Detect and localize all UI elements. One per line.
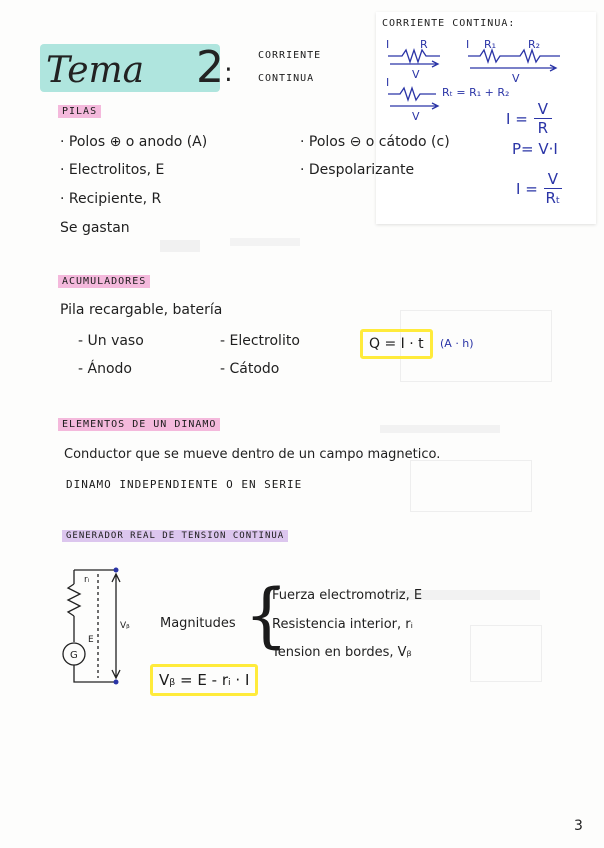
acumuladores-line: Pila recargable, batería	[60, 302, 223, 318]
label-i-2: I	[466, 38, 470, 51]
terminal-top	[114, 568, 119, 573]
power-formula: P= V·I	[512, 140, 558, 158]
dinamo-line-2: DINAMO INDEPENDIENTE O EN SERIE	[66, 478, 303, 491]
magnitude-2: Resistencia interior, rᵢ	[272, 617, 413, 632]
sticky-note	[376, 12, 596, 224]
pilas-left-item-2: · Electrolitos, E	[60, 162, 165, 178]
label-v-1: V	[412, 68, 420, 81]
label-r: R	[420, 38, 428, 51]
pilas-heading-text: PILAS	[58, 105, 101, 118]
vb-arrow	[112, 574, 120, 678]
pilas-left-item-1: · Polos ⊕ o anodo (A)	[60, 134, 208, 150]
ohm2-den: Rₜ	[545, 189, 561, 207]
resistor-rt	[388, 88, 436, 100]
ohm-lhs: I =	[506, 109, 528, 128]
vb-formula-box	[150, 664, 258, 696]
dinamo-heading	[58, 419, 220, 430]
wire-left-bottom	[74, 665, 116, 682]
dinamo-heading-text: ELEMENTOS DE UN DINAMO	[58, 418, 220, 431]
resistor-r1-r2	[468, 50, 560, 62]
voltage-arrow-2	[470, 65, 556, 71]
acumuladores-heading-text: ACUMULADORES	[58, 275, 150, 288]
vb-formula: Vᵦ = E - rᵢ · I	[159, 671, 250, 689]
ohm-num: V	[534, 100, 552, 119]
ohm-law-r	[506, 100, 552, 137]
acumuladores-right-2: - Cátodo	[220, 361, 280, 377]
resistor-r	[388, 50, 440, 62]
ohm2-num: V	[544, 170, 562, 189]
ohm2-lhs: I =	[516, 179, 538, 198]
charge-unit: (A · h)	[440, 337, 474, 350]
magnitude-3: Tension en bordes, Vᵦ	[272, 645, 412, 660]
acumuladores-right-1: - Electrolito	[220, 333, 300, 349]
magnitudes-brace: {	[244, 574, 289, 656]
ohm-den: R	[537, 119, 549, 137]
generador-heading-text: GENERADOR REAL DE TENSION CONTINUA	[62, 530, 288, 542]
subject-line-2: CONTINUA	[258, 73, 315, 84]
pilas-note: Se gastan	[60, 220, 130, 236]
acumuladores-left-2: - Ánodo	[78, 361, 132, 377]
tema-word: Tema	[46, 50, 145, 91]
label-v-2: V	[512, 72, 520, 85]
resistor-ri	[68, 584, 80, 616]
page-number: 3	[574, 818, 583, 834]
label-r1: R₁	[484, 38, 497, 51]
label-vb: Vᵦ	[120, 621, 130, 631]
sticky-title: CORRIENTE CONTINUA:	[382, 18, 516, 29]
generator-circuit-diagram	[54, 562, 134, 690]
label-ri: rᵢ	[84, 575, 90, 585]
voltage-arrow-3	[390, 103, 438, 109]
acumuladores-left-1: - Un vaso	[78, 333, 144, 349]
ohm-law-rt	[516, 170, 562, 207]
series-circuit-diagram	[380, 34, 590, 120]
equation-rt: Rₜ = R₁ + R₂	[442, 86, 510, 99]
charge-formula: Q = I · t	[369, 336, 424, 352]
subject-line-1: CORRIENTE	[258, 50, 322, 61]
label-i-3: I	[386, 76, 390, 89]
ohm2-fraction	[544, 170, 562, 207]
pilas-heading	[58, 106, 101, 117]
pilas-left-item-3: · Recipiente, R	[60, 191, 162, 207]
ohm-fraction	[534, 100, 552, 137]
dinamo-line-1: Conductor que se mueve dentro de un campo magnetico.	[64, 447, 441, 462]
generador-heading	[62, 531, 288, 541]
tema-number: 2	[196, 42, 224, 93]
label-g: G	[70, 650, 78, 661]
magnitudes-label: Magnitudes	[160, 616, 236, 631]
pilas-right-item-1: · Polos ⊖ o cátodo (c)	[300, 134, 450, 150]
pilas-right-item-2: · Despolarizante	[300, 162, 415, 178]
terminal-bottom	[114, 680, 119, 685]
acumuladores-heading	[58, 276, 150, 287]
label-v-3: V	[412, 110, 420, 120]
label-i-1: I	[386, 38, 390, 51]
charge-formula-box	[360, 329, 433, 359]
label-r2: R₂	[528, 38, 541, 51]
label-e: E	[88, 635, 94, 645]
tema-colon: :	[224, 58, 233, 88]
magnitude-1: Fuerza electromotriz, E	[272, 588, 423, 603]
voltage-arrow-1	[390, 61, 438, 67]
